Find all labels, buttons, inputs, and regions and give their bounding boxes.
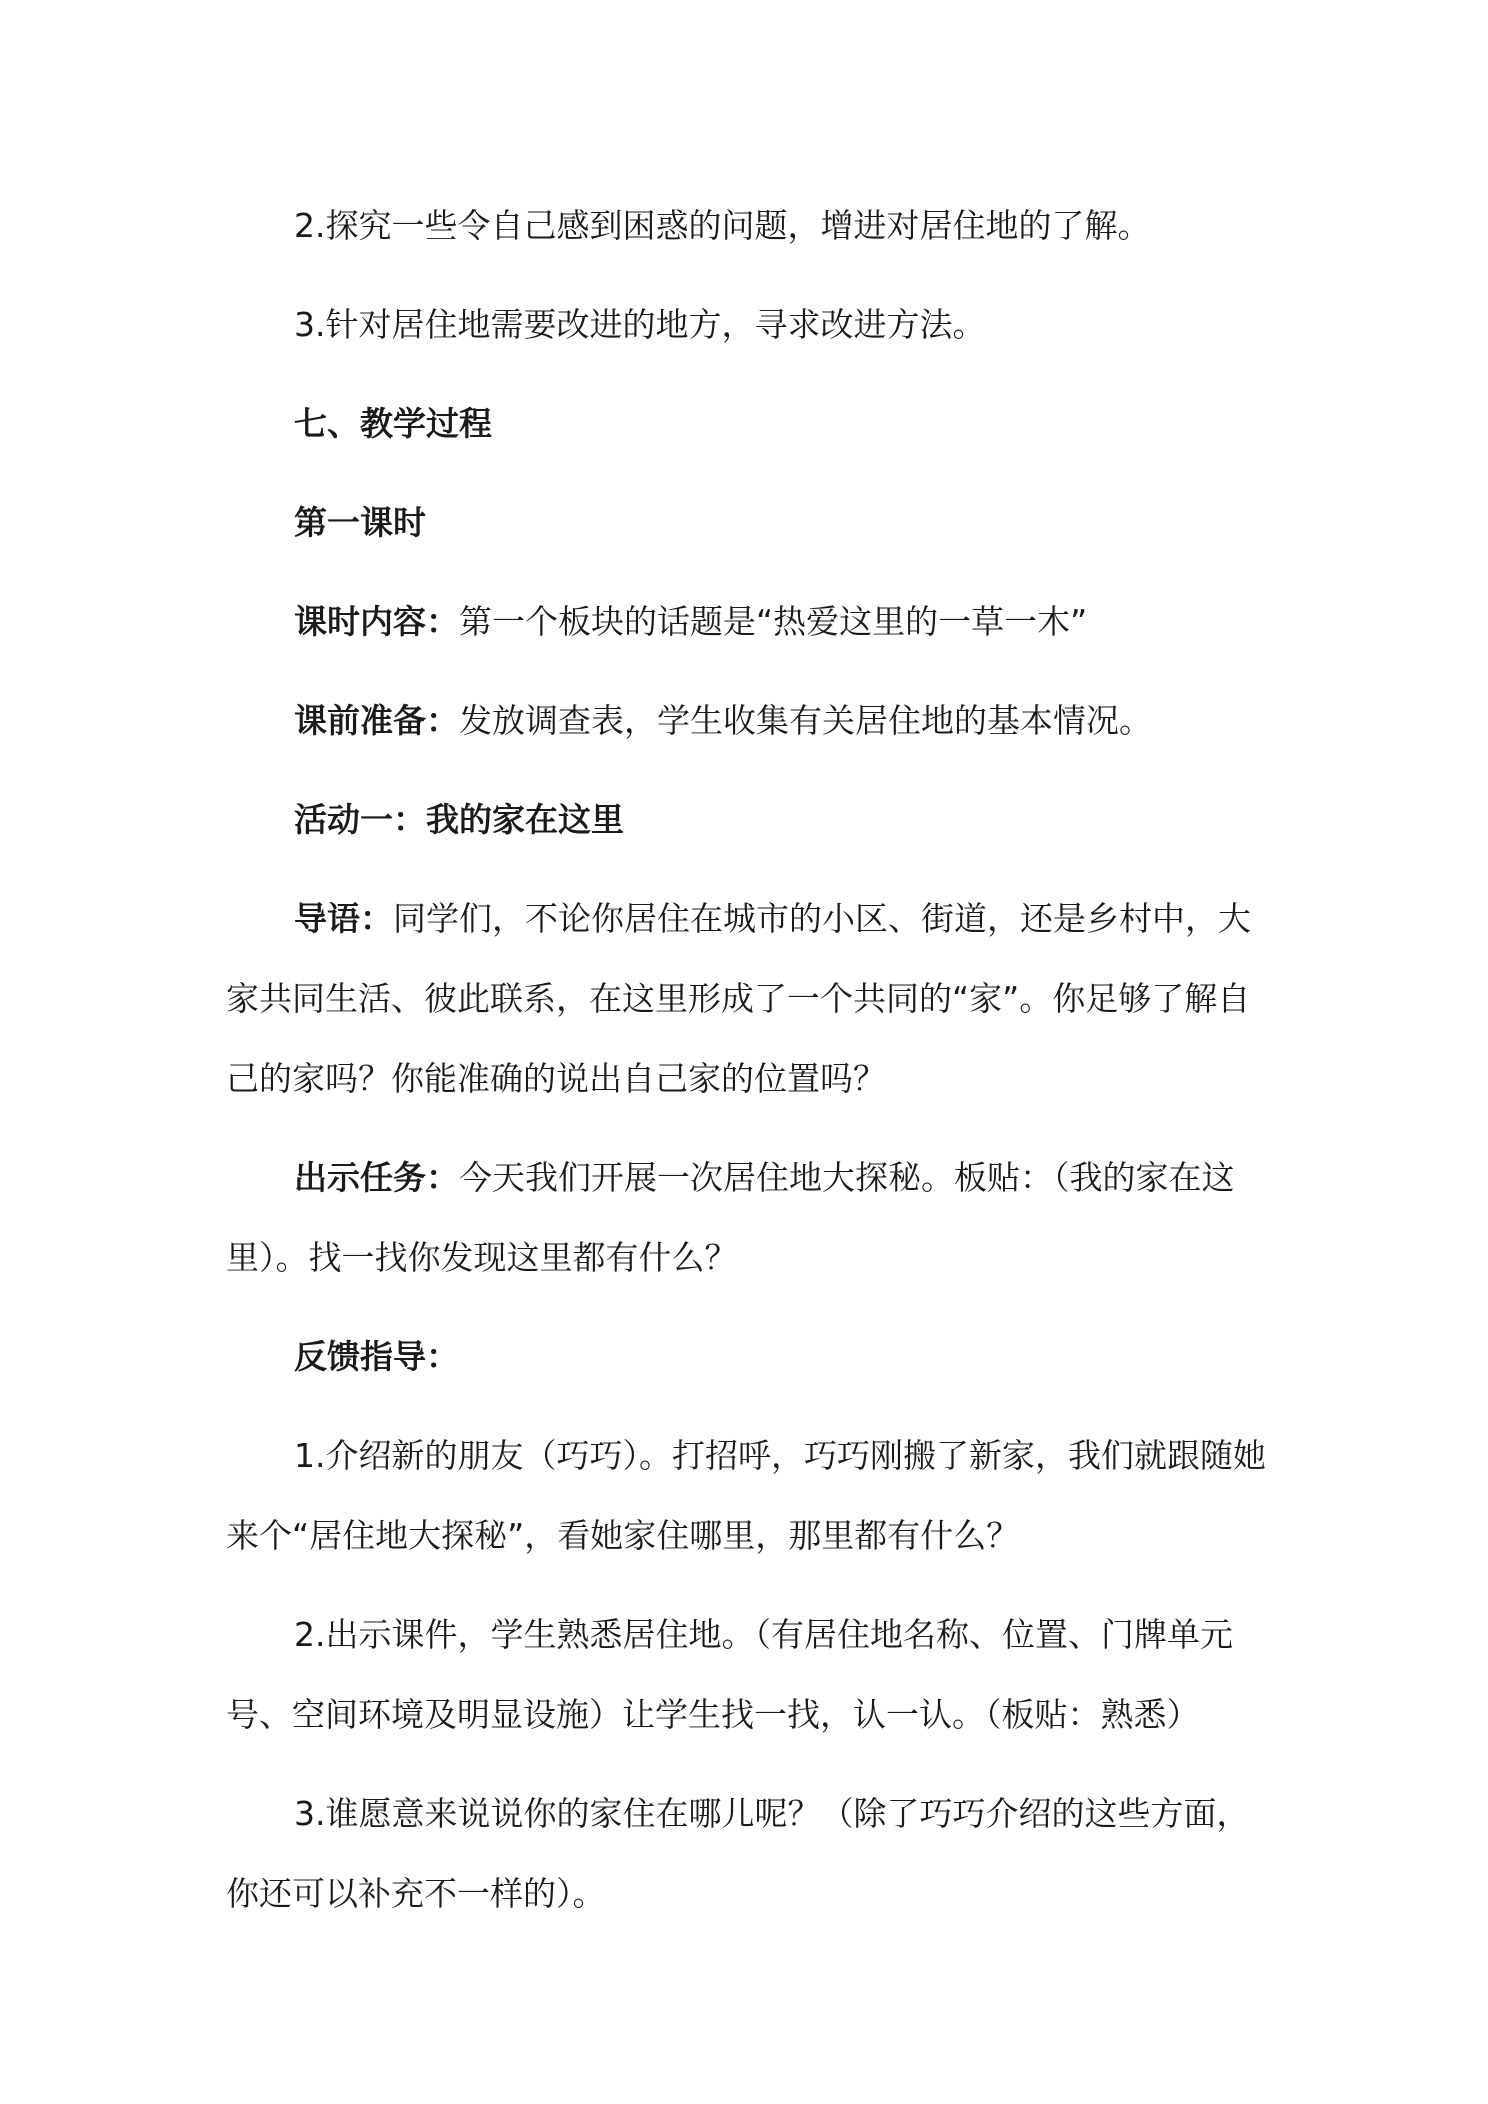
subheading-activity-one	[226, 780, 1270, 860]
heading-text: 七、教学过程	[294, 404, 492, 443]
paragraph-text: 3.谁愿意来说说你的家住在哪儿呢？（除了巧巧介绍的这些方面，你还可以补充不一样的）。	[226, 1794, 1250, 1913]
paragraph-lead: 出示任务：	[294, 1158, 459, 1197]
paragraph-task	[226, 1138, 1270, 1298]
paragraph-text: 今天我们开展一次居住地大探秘。板贴：（我的家在这里）。找一找你发现这里都有什么？	[226, 1158, 1235, 1277]
paragraph-lead: 课时内容：	[294, 602, 459, 641]
subheading-first-lesson	[226, 483, 1270, 563]
paragraph-introduction	[226, 879, 1270, 1119]
paragraph-text: 2.出示课件，学生熟悉居住地。（有居住地名称、位置、门牌单元号、空间环境及明显设施）让学生找一找，认一认。（板贴：熟悉）	[226, 1615, 1233, 1734]
paragraph-goal-3	[226, 285, 1270, 365]
paragraph-step-2	[226, 1595, 1270, 1755]
paragraph-feedback	[226, 1317, 1270, 1397]
paragraph-text: 发放调查表，学生收集有关居住地的基本情况。	[459, 701, 1152, 740]
paragraph-text: 3.针对居住地需要改进的地方，寻求改进方法。	[294, 305, 986, 344]
paragraph-lead: 导语：	[294, 899, 393, 938]
paragraph-step-3	[226, 1774, 1270, 1934]
paragraph-text: 第一个板块的话题是“热爱这里的一草一木”	[459, 602, 1088, 641]
paragraph-text: 2.探究一些令自己感到困惑的问题，增进对居住地的了解。	[294, 206, 1151, 245]
paragraph-lesson-content	[226, 582, 1270, 662]
paragraph-preparation	[226, 681, 1270, 761]
paragraph-lead: 反馈指导：	[294, 1337, 459, 1376]
paragraph-text: 1.介绍新的朋友（巧巧）。打招呼，巧巧刚搬了新家，我们就跟随她来个“居住地大探秘”，看她家住哪里，那里都有什么？	[226, 1436, 1266, 1555]
paragraph-step-1	[226, 1416, 1270, 1576]
document-body	[226, 186, 1270, 1934]
paragraph-text: 同学们，不论你居住在城市的小区、街道，还是乡村中，大家共同生活、彼此联系，在这里形成了一个共同的“家”。你足够了解自己的家吗？你能准确的说出自己家的位置吗？	[226, 899, 1251, 1098]
heading-text: 第一课时	[294, 503, 426, 542]
heading-text: 活动一：我的家在这里	[294, 800, 624, 839]
paragraph-goal-2	[226, 186, 1270, 266]
section-heading-teaching-process	[226, 384, 1270, 464]
paragraph-lead: 课前准备：	[294, 701, 459, 740]
